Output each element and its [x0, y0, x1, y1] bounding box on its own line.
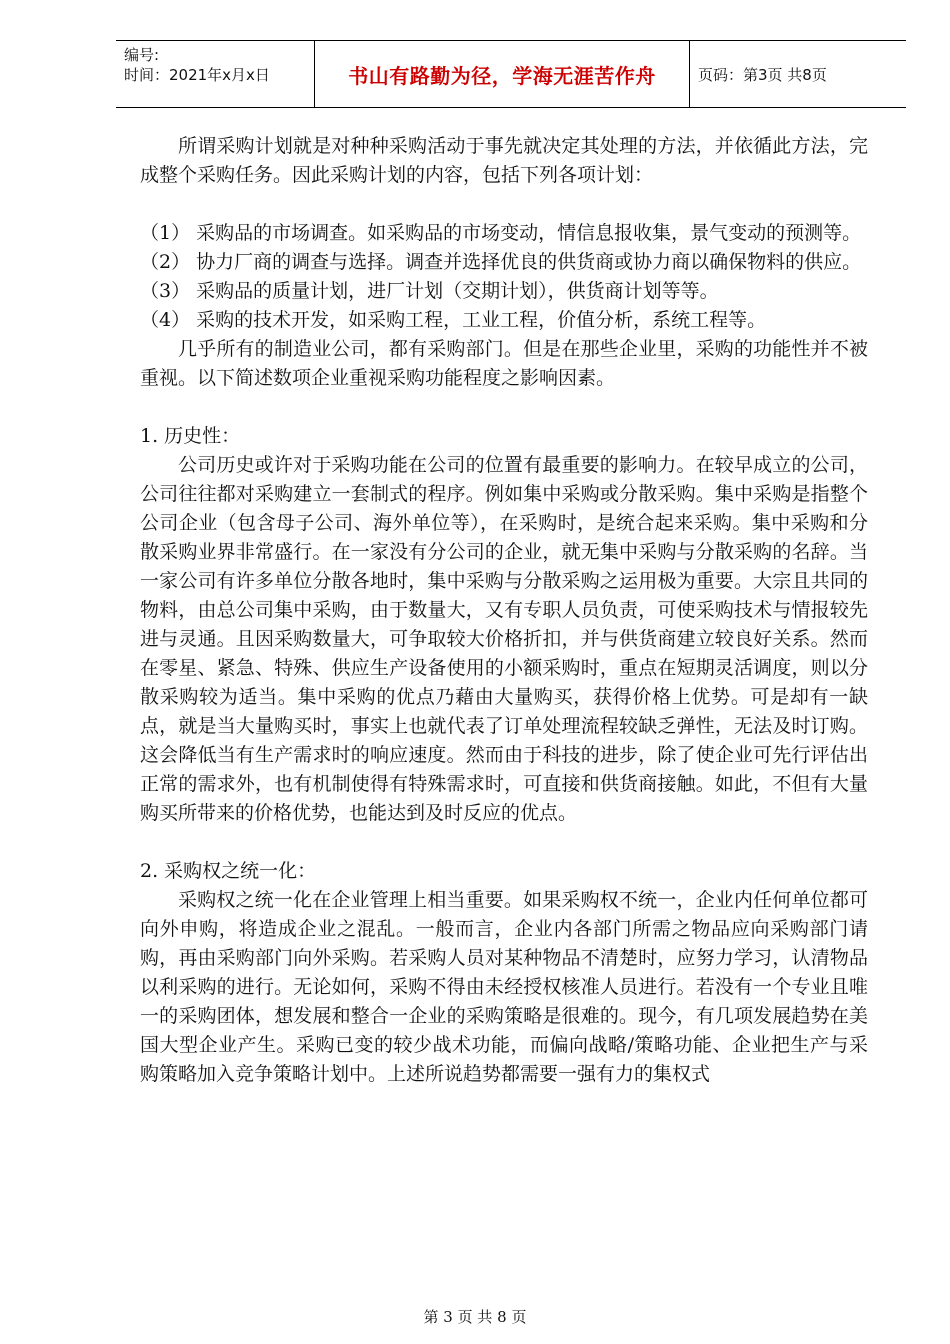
- section-1-text: 公司历史或许对于采购功能在公司的位置有最重要的影响力。在较早成立的公司，公司往往都对采购建立一套制式的程序。例如集中采购或分散采购。集中采购是指整个公司企业（包含母子公司、海外单位等），在采购时，是统合起来采购。集中采购和分散采购业界非常盛行。在一家没有分公司的企业，就无集中采购与分散采购的名辞。当一家公司有许多单位分散各地时，集中采购与分散采购之运用极为重要。大宗且共同的物料，由总公司集中采购，由于数量大，又有专职人员负责，可使采购技术与情报较先进与灵通。且因采购数量大，可争取较大价格折扣，并与供货商建立较良好关系。然而在零星、紧急、特殊、供应生产设备使用的小额采购时，重点在短期灵活调度，则以分散采购较为适当。集中采购的优点乃藉由大量购买，获得价格上优势。可是却有一缺点，就是当大量购买时，事实上也就代表了订单处理流程较缺乏弹性，无法及时订购。这会降低当有生产需求时的响应速度。然而由于科技的进步，除了使企业可先行评估出正常的需求外，也有机制使得有特殊需求时，可直接和供货商接触。如此，不但有大量购买所带来的价格优势，也能达到及时反应的优点。: [140, 454, 868, 824]
- page-header: [116, 40, 906, 108]
- header-page-info: 页码：第3页 共8页: [698, 65, 827, 84]
- paragraph-gap: [140, 393, 868, 422]
- paragraph-gap: [140, 828, 868, 857]
- paragraph-gap: [140, 190, 868, 219]
- summary-paragraph: 几乎所有的制造业公司，都有采购部门。但是在那些企业里，采购的功能性并不被重视。以下简述数项企业重视采购功能程度之影响因素。: [140, 338, 868, 389]
- header-meta: [116, 41, 314, 107]
- plan-item-4: （4） 采购的技术开发，如采购工程，工业工程，价值分析，系统工程等。: [140, 309, 767, 331]
- page-footer: 第 3 页 共 8 页: [423, 1308, 527, 1326]
- intro-paragraph: 所谓采购计划就是对种种采购活动于事先就决定其处理的方法，并依循此方法，完成整个采购任务。因此采购计划的内容，包括下列各项计划：: [140, 135, 868, 186]
- section-1-title: 1. 历史性：: [140, 425, 241, 447]
- header-motto: 书山有路勤为径，学海无涯苦作舟: [314, 41, 690, 107]
- document-time-label: 时间：2021年x月x日: [124, 66, 270, 84]
- section-2-text: 采购权之统一化在企业管理上相当重要。如果采购权不统一，企业内任何单位都可向外申购，将造成企业之混乱。一般而言，企业内各部门所需之物品应向采购部门请购，再由采购部门向外采购。若采购人员对某种物品不清楚时，应努力学习，认清物品以利采购的进行。无论如何，采购不得由未经授权核准人员进行。若没有一个专业且唯一的采购团体，想发展和整合一企业的采购策略是很难的。现今，有几项发展趋势在美国大型企业产生。采购已变的较少战术功能，而偏向战略/策略功能、企业把生产与采购策略加入竞争策略计划中。上述所说趋势都需要一强有力的集权式: [140, 889, 868, 1085]
- document-body: [140, 132, 868, 1089]
- section-2-title: 2. 采购权之统一化：: [140, 860, 317, 882]
- plan-item-3: （3） 采购品的质量计划，进厂计划（交期计划），供货商计划等等。: [140, 280, 719, 302]
- plan-item-1: （1） 采购品的市场调查。如采购品的市场变动，情信息报收集，景气变动的预测等。: [140, 222, 862, 244]
- plan-item-2: （2） 协力厂商的调查与选择。调查并选择优良的供货商或协力商以确保物料的供应。: [140, 251, 862, 273]
- document-number-label: 编号:: [124, 46, 160, 64]
